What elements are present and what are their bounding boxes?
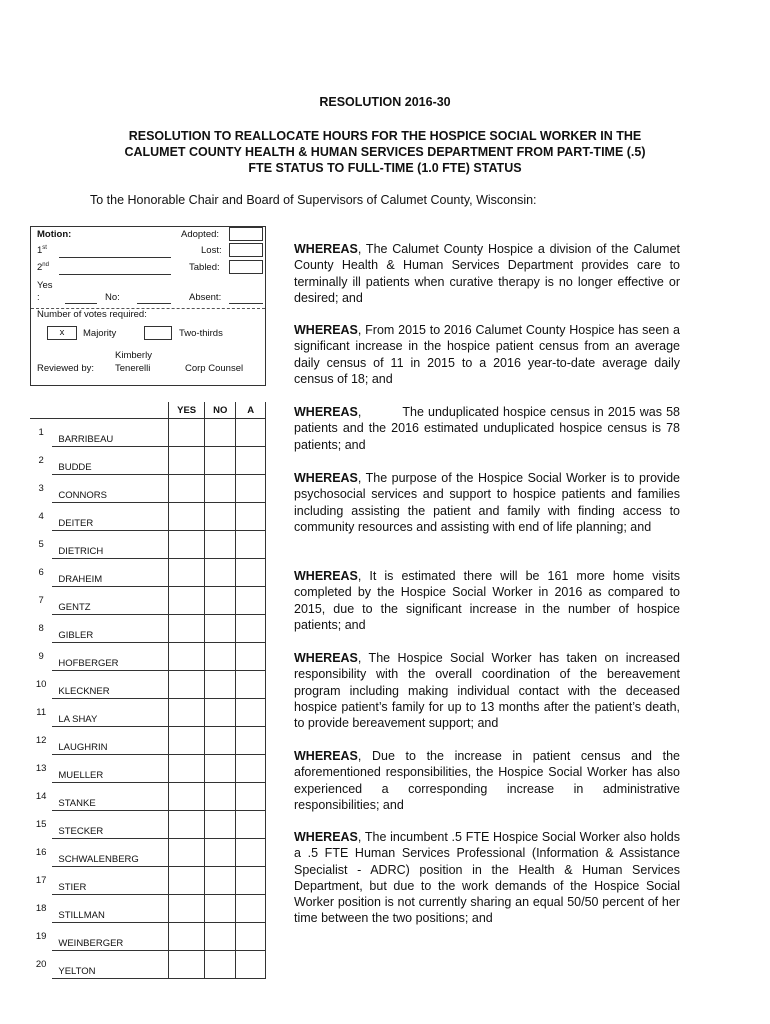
absent-cell[interactable] <box>236 531 266 559</box>
table-row <box>30 783 266 811</box>
absent-cell[interactable] <box>236 643 266 671</box>
member-name: SCHWALENBERG <box>52 839 168 867</box>
table-row <box>30 615 266 643</box>
table-row <box>30 475 266 503</box>
absent-label: Absent: <box>189 292 222 303</box>
whereas-clause: WHEREAS, It is estimated there will be 161 more home visits completed by the Hospice Social Worker in 2016 as compared to 2015, due to the significant increase in the number of hospice patients; and <box>294 569 680 632</box>
absent-cell[interactable] <box>236 951 266 979</box>
absent-header: A <box>236 402 266 419</box>
member-number: 10 <box>35 679 47 690</box>
yes-cell[interactable] <box>169 559 205 587</box>
member-name: KLECKNER <box>52 671 168 699</box>
no-cell[interactable] <box>204 615 236 643</box>
absent-cell[interactable] <box>236 559 266 587</box>
second-label: 2nd <box>37 262 49 274</box>
member-name: GIBLER <box>52 615 168 643</box>
table-row <box>30 699 266 727</box>
num-header <box>30 402 52 419</box>
resolution-number: RESOLUTION 2016-30 <box>319 95 451 109</box>
lost-label: Lost: <box>201 245 222 256</box>
member-name: DIETRICH <box>52 531 168 559</box>
no-cell[interactable] <box>204 475 236 503</box>
table-row <box>30 643 266 671</box>
absent-cell[interactable] <box>236 447 266 475</box>
first-label: 1st <box>37 245 47 257</box>
no-cell[interactable] <box>204 447 236 475</box>
whereas-clause: WHEREAS, The unduplicated hospice census in 2015 was 58 patients and the 2016 estimated unduplicated hospice census is 78 patients; and <box>294 405 684 452</box>
member-name: STECKER <box>52 811 168 839</box>
member-number: 2 <box>38 455 44 466</box>
whereas-clause: WHEREAS, From 2015 to 2016 Calumet County Hospice has seen a significant increase in the hospice patient census from an average daily census of 11 in 2015 to a 2016 year-to-date average daily census of 18; and <box>294 323 680 386</box>
no-header: NO <box>204 402 236 419</box>
yes-cell[interactable] <box>169 615 205 643</box>
member-name: BUDDE <box>52 447 168 475</box>
name-header <box>52 402 168 419</box>
member-name: BARRIBEAU <box>52 419 168 447</box>
resolution-title <box>0 128 770 176</box>
yes-cell[interactable] <box>169 867 205 895</box>
tabled-label: Tabled: <box>189 262 220 273</box>
adopted-checkbox[interactable] <box>229 227 263 241</box>
absent-cell[interactable] <box>236 895 266 923</box>
member-name: STANKE <box>52 783 168 811</box>
member-number: 7 <box>38 595 44 606</box>
second-line[interactable] <box>59 274 171 275</box>
yes-cell[interactable] <box>169 503 205 531</box>
member-number: 6 <box>38 567 44 578</box>
yes-cell[interactable] <box>169 643 205 671</box>
member-name: MUELLER <box>52 755 168 783</box>
table-row <box>30 503 266 531</box>
yes-label: Yes <box>37 280 53 291</box>
yes-cell[interactable] <box>169 475 205 503</box>
member-number: 15 <box>35 819 47 830</box>
table-row <box>30 671 266 699</box>
no-cell[interactable] <box>204 783 236 811</box>
whereas-clause: WHEREAS, The purpose of the Hospice Social Worker is to provide psychosocial services and support to hospice patients and families including assisting the patient and family with finding access to community resources and assisting with end of life planning; and <box>294 471 680 534</box>
whereas-clause: WHEREAS, The Calumet County Hospice a division of the Calumet County Health & Human Services Department provides care to terminally ill patients when curative therapy is no longer effective or desired; and <box>294 242 680 305</box>
absent-cell[interactable] <box>236 671 266 699</box>
lost-checkbox[interactable] <box>229 243 263 257</box>
member-name: DEITER <box>52 503 168 531</box>
member-name: DRAHEIM <box>52 559 168 587</box>
no-count-line[interactable] <box>137 303 171 304</box>
yes-cell[interactable] <box>169 895 205 923</box>
title-line: CALUMET COUNTY HEALTH & HUMAN SERVICES DEPARTMENT FROM PART-TIME (.5) <box>124 145 646 159</box>
absent-cell[interactable] <box>236 587 266 615</box>
no-cell[interactable] <box>204 867 236 895</box>
whereas-clause: WHEREAS, The Hospice Social Worker has taken on increased responsibility with the overall coordination of the bereavement program including making individual contact with the deceased hospice patient’s family for up to 13 months after the patient’s death, to provide bereavement support; and <box>294 651 680 731</box>
absent-cell[interactable] <box>236 839 266 867</box>
no-cell[interactable] <box>204 671 236 699</box>
table-row <box>30 727 266 755</box>
adopted-label: Adopted: <box>181 229 220 240</box>
absent-cell[interactable] <box>236 783 266 811</box>
member-name: LA SHAY <box>52 699 168 727</box>
member-number: 20 <box>35 959 47 970</box>
no-cell[interactable] <box>204 419 236 447</box>
title-line: RESOLUTION TO REALLOCATE HOURS FOR THE HOSPICE SOCIAL WORKER IN THE <box>128 129 642 143</box>
member-name: STILLMAN <box>52 895 168 923</box>
member-number: 5 <box>38 539 44 550</box>
member-number: 16 <box>35 847 47 858</box>
table-row <box>30 895 266 923</box>
yes-cell[interactable] <box>169 699 205 727</box>
table-row <box>30 755 266 783</box>
no-cell[interactable] <box>204 839 236 867</box>
member-number: 19 <box>35 931 47 942</box>
motion-label: Motion: <box>37 229 72 240</box>
vote-table <box>30 402 266 979</box>
reviewer-first-name: Kimberly <box>115 350 152 361</box>
no-cell[interactable] <box>204 923 236 951</box>
yes-cell[interactable] <box>169 419 205 447</box>
yes-cell[interactable] <box>169 671 205 699</box>
no-label: No: <box>105 292 120 303</box>
absent-count-line[interactable] <box>229 303 263 304</box>
yes-header: YES <box>169 402 205 419</box>
table-row <box>30 811 266 839</box>
yes-cell[interactable] <box>169 587 205 615</box>
absent-cell[interactable] <box>236 867 266 895</box>
member-name: STIER <box>52 867 168 895</box>
member-number: 4 <box>38 511 44 522</box>
member-number: 17 <box>35 875 47 886</box>
member-name: WEINBERGER <box>52 923 168 951</box>
table-row <box>30 559 266 587</box>
no-cell[interactable] <box>204 727 236 755</box>
no-cell[interactable] <box>204 755 236 783</box>
table-row <box>30 587 266 615</box>
member-number: 13 <box>35 763 47 774</box>
first-line[interactable] <box>59 257 171 258</box>
absent-cell[interactable] <box>236 727 266 755</box>
two-thirds-checkbox[interactable] <box>144 326 172 340</box>
no-cell[interactable] <box>204 587 236 615</box>
member-number: 11 <box>36 707 47 718</box>
table-row <box>30 419 266 447</box>
whereas-clause: WHEREAS, Due to the increase in patient census and the aforementioned responsibilities, the Hospice Social Worker has also experienced a corresponding increase in administrative responsibilities; and <box>294 749 680 812</box>
two-thirds-label: Two-thirds <box>179 328 223 339</box>
table-row <box>30 867 266 895</box>
member-name: HOFBERGER <box>52 643 168 671</box>
table-row <box>30 839 266 867</box>
member-name: GENTZ <box>52 587 168 615</box>
yes-cell[interactable] <box>169 923 205 951</box>
majority-checkbox[interactable]: x <box>47 326 77 340</box>
table-row <box>30 951 266 979</box>
no-cell[interactable] <box>204 699 236 727</box>
table-row <box>30 923 266 951</box>
no-cell[interactable] <box>204 559 236 587</box>
yes-count-line[interactable] <box>65 303 97 304</box>
no-cell[interactable] <box>204 503 236 531</box>
tabled-checkbox[interactable] <box>229 260 263 274</box>
no-cell[interactable] <box>204 643 236 671</box>
member-number: 3 <box>38 483 44 494</box>
yes-cell[interactable] <box>169 727 205 755</box>
majority-label: Majority <box>83 328 117 339</box>
no-cell[interactable] <box>204 811 236 839</box>
yes-cell[interactable] <box>169 783 205 811</box>
absent-cell[interactable] <box>236 699 266 727</box>
yes-cell[interactable] <box>169 531 205 559</box>
votes-required-label: Number of votes required: <box>37 309 147 320</box>
yes-colon: : <box>37 292 40 303</box>
motion-box <box>30 226 266 386</box>
no-cell[interactable] <box>204 895 236 923</box>
member-number: 18 <box>35 903 47 914</box>
no-cell[interactable] <box>204 951 236 979</box>
absent-cell[interactable] <box>236 419 266 447</box>
absent-cell[interactable] <box>236 475 266 503</box>
member-number: 14 <box>35 791 47 802</box>
reviewer-last-name: Tenerelli <box>115 363 151 374</box>
member-number: 9 <box>38 651 44 662</box>
title-line: FTE STATUS TO FULL-TIME (1.0 FTE) STATUS <box>248 161 522 175</box>
absent-cell[interactable] <box>236 923 266 951</box>
member-number: 1 <box>38 427 44 439</box>
absent-cell[interactable] <box>236 755 266 783</box>
absent-cell[interactable] <box>236 615 266 643</box>
member-name: CONNORS <box>52 475 168 503</box>
table-row <box>30 531 266 559</box>
whereas-clause: WHEREAS, The incumbent .5 FTE Hospice Social Worker also holds a .5 FTE Human Services Professional (Information & Assistance Specialist - ADRC) position in the Health & Human Services Department, but due to the work demands of the Hospice Social Worker position is not currently sharing an equal 50/50 percent of her time between the two positions; and <box>294 830 680 926</box>
member-name: YELTON <box>52 951 168 979</box>
absent-cell[interactable] <box>236 811 266 839</box>
salutation: To the Honorable Chair and Board of Supervisors of Calumet County, Wisconsin: <box>90 193 537 207</box>
reviewed-by-label: Reviewed by: <box>37 363 95 374</box>
yes-cell[interactable] <box>169 839 205 867</box>
member-name: LAUGHRIN <box>52 727 168 755</box>
absent-cell[interactable] <box>236 503 266 531</box>
member-number: 12 <box>35 735 47 746</box>
member-number: 8 <box>38 623 44 634</box>
table-row <box>30 447 266 475</box>
yes-cell[interactable] <box>169 755 205 783</box>
yes-cell[interactable] <box>169 811 205 839</box>
no-cell[interactable] <box>204 531 236 559</box>
yes-cell[interactable] <box>169 951 205 979</box>
yes-cell[interactable] <box>169 447 205 475</box>
corp-counsel-label: Corp Counsel <box>185 363 244 374</box>
